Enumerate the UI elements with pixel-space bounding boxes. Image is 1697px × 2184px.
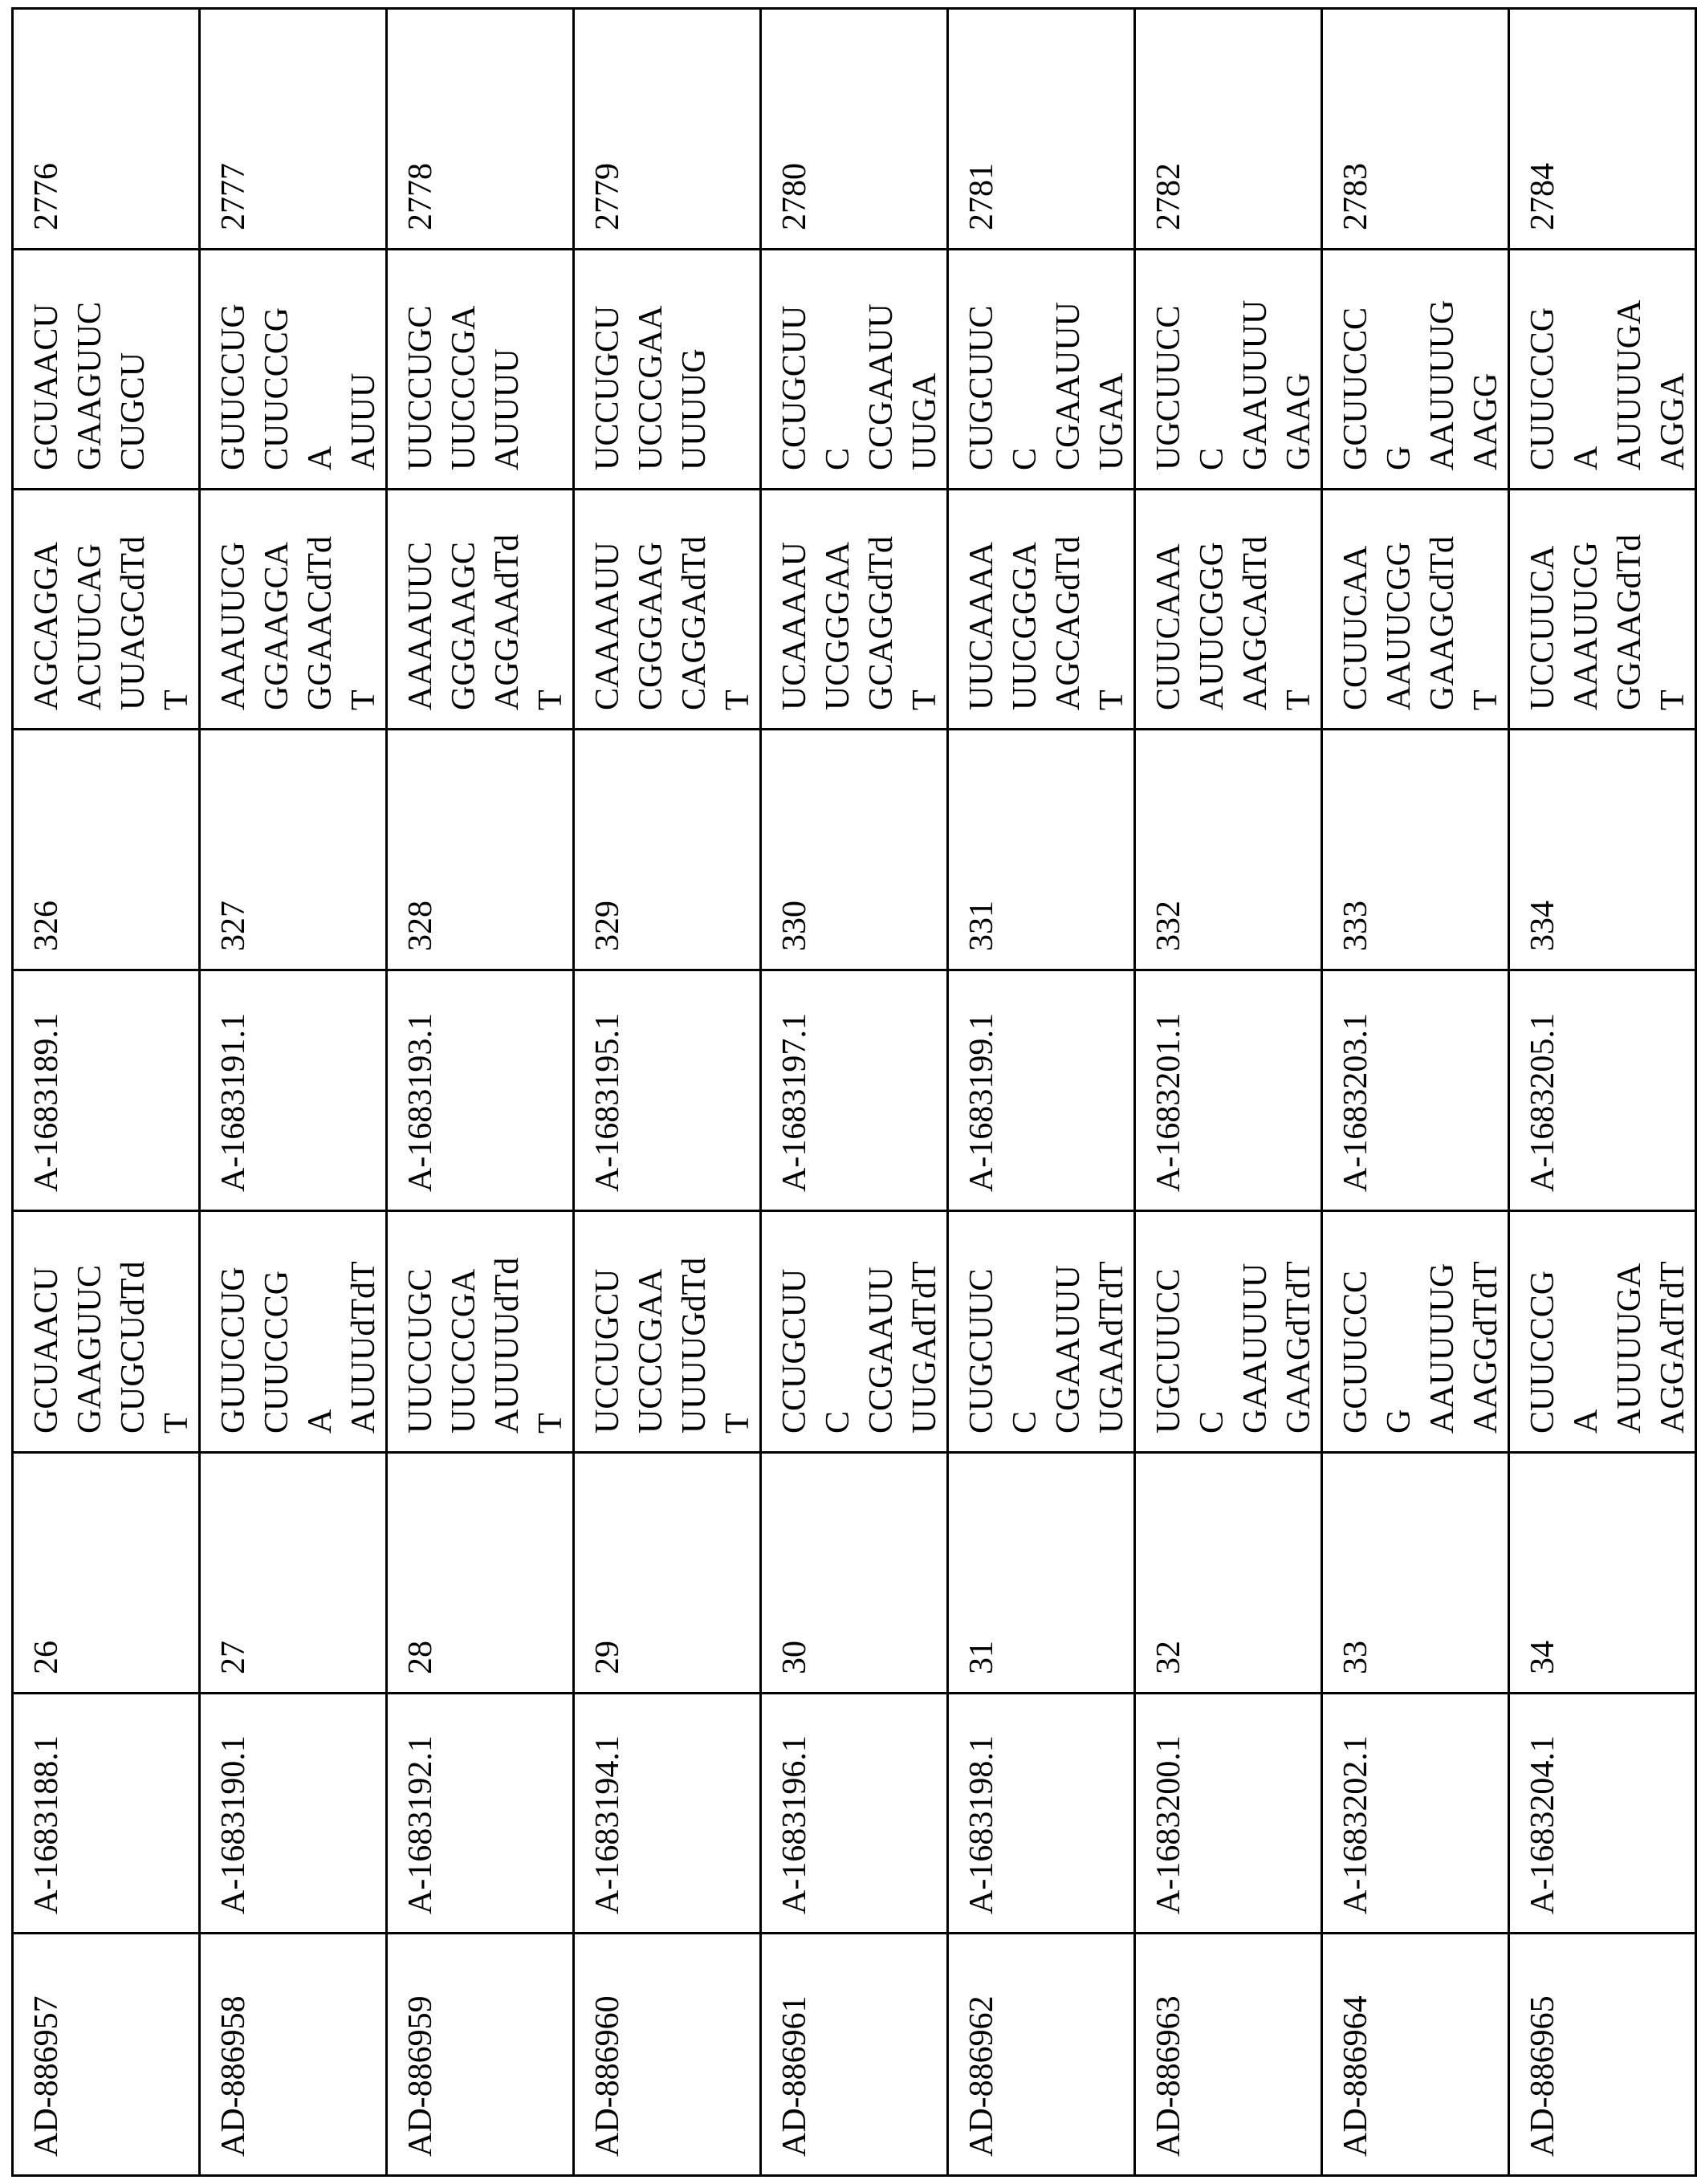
sequence-line: AUUUUdTd bbox=[486, 1252, 529, 1434]
sequence-line: AUUUU bbox=[486, 291, 529, 470]
sequence-line: CUUCCCGA bbox=[1521, 1252, 1608, 1434]
sequence-line: T bbox=[1651, 531, 1695, 710]
sequence-line: AUUUUGA bbox=[1608, 291, 1651, 470]
sequence-line: UCCUGCU bbox=[586, 291, 629, 470]
sense-sequence-cell bbox=[13, 1211, 200, 1453]
antisense-sequence-cell bbox=[387, 490, 574, 730]
target-sequence-cell bbox=[948, 250, 1135, 490]
table-row bbox=[387, 9, 574, 2176]
table-row bbox=[948, 9, 1135, 2176]
table-row bbox=[200, 9, 387, 2176]
target-seq-id-cell: 2782 bbox=[1135, 9, 1322, 250]
sense-id-cell: A-1683198.1 bbox=[948, 1694, 1135, 1934]
sequence-line: AAAUUCG bbox=[212, 531, 255, 710]
target-sequence-cell bbox=[761, 250, 948, 490]
sequence-line: UGCUUCCC bbox=[1147, 1252, 1234, 1434]
duplex-id-cell: AD-886959 bbox=[387, 1934, 574, 2176]
sequence-line: T bbox=[1090, 531, 1133, 710]
sequence-line: UGCUUCCC bbox=[1147, 291, 1234, 470]
antisense-seq-id-cell: 332 bbox=[1135, 730, 1322, 970]
sense-id-cell: A-1683196.1 bbox=[761, 1694, 948, 1934]
sequence-line: AUUUUGA bbox=[1608, 1252, 1651, 1434]
sequence-line: CCGAAUU bbox=[860, 291, 903, 470]
sense-sequence-cell bbox=[574, 1211, 761, 1453]
sequence-line: AAUUUUG bbox=[1421, 291, 1464, 470]
target-sequence-cell bbox=[1509, 250, 1696, 490]
target-sequence-cell bbox=[200, 250, 387, 490]
sequence-line: GAAGCdTd bbox=[1421, 531, 1464, 710]
sequence-line: CCUGCUUC bbox=[773, 1252, 860, 1434]
target-seq-id-cell: 2777 bbox=[200, 9, 387, 250]
sense-seq-id-cell: 28 bbox=[387, 1453, 574, 1694]
rotated-table-container bbox=[11, 10, 1544, 2177]
sequence-line: CUUCCCGA bbox=[255, 1252, 342, 1434]
antisense-sequence-cell bbox=[574, 490, 761, 730]
table-row bbox=[13, 9, 200, 2176]
target-seq-id-cell: 2779 bbox=[574, 9, 761, 250]
antisense-id-cell: A-1683189.1 bbox=[13, 970, 200, 1211]
sequence-line: GGGAAGC bbox=[442, 531, 486, 710]
sequence-line: GGAAGCA bbox=[255, 531, 299, 710]
sequence-line: UCCUGCU bbox=[586, 1252, 629, 1434]
antisense-sequence-cell bbox=[948, 490, 1135, 730]
sense-id-cell: A-1683194.1 bbox=[574, 1694, 761, 1934]
duplex-id-cell: AD-886963 bbox=[1135, 1934, 1322, 2176]
sequence-line: AGCAGdTd bbox=[1047, 531, 1090, 710]
sequence-line: UCCCGAA bbox=[629, 291, 673, 470]
sequence-line: UUUUGdTd bbox=[673, 1252, 716, 1434]
sequence-line: CCUUCAA bbox=[1334, 531, 1378, 710]
sense-id-cell: A-1683202.1 bbox=[1322, 1694, 1509, 1934]
sequence-line: T bbox=[155, 531, 198, 710]
sequence-line: CUGCUUCC bbox=[960, 1252, 1047, 1434]
antisense-id-cell: A-1683205.1 bbox=[1509, 970, 1696, 1211]
sequence-line: T bbox=[1277, 531, 1321, 710]
sense-id-cell: A-1683188.1 bbox=[13, 1694, 200, 1934]
sense-sequence-cell bbox=[200, 1211, 387, 1453]
sequence-line: CUGCUdTd bbox=[112, 1252, 155, 1434]
antisense-seq-id-cell: 328 bbox=[387, 730, 574, 970]
sequence-line: GAAGUUC bbox=[68, 1252, 112, 1434]
sequence-line: AUUU bbox=[342, 291, 385, 470]
sequence-line: GCUAACU bbox=[25, 291, 68, 470]
table-row bbox=[1135, 9, 1322, 2176]
sequence-line: UUUUG bbox=[673, 291, 716, 470]
sequence-line: AGGAdTdT bbox=[1651, 1252, 1695, 1434]
sequence-line: UUGAdTdT bbox=[903, 1252, 946, 1434]
sequence-line: AAAUUCG bbox=[1565, 531, 1608, 710]
target-sequence-cell bbox=[1322, 250, 1509, 490]
antisense-id-cell: A-1683195.1 bbox=[574, 970, 761, 1211]
target-sequence-cell bbox=[1135, 250, 1322, 490]
sequence-line: ACUUCAG bbox=[68, 531, 112, 710]
sequence-line: UCGGGAA bbox=[816, 531, 860, 710]
sense-id-cell: A-1683192.1 bbox=[387, 1694, 574, 1934]
sequence-line: T bbox=[529, 1252, 572, 1434]
antisense-id-cell: A-1683191.1 bbox=[200, 970, 387, 1211]
antisense-id-cell: A-1683197.1 bbox=[761, 970, 948, 1211]
antisense-sequence-cell bbox=[200, 490, 387, 730]
sequence-line: AGGA bbox=[1651, 291, 1695, 470]
sequence-line: UGAA bbox=[1090, 291, 1133, 470]
sequence-line: GAAGdTdT bbox=[1277, 1252, 1321, 1434]
sense-sequence-cell bbox=[948, 1211, 1135, 1453]
sequence-line: T bbox=[1464, 531, 1508, 710]
sense-seq-id-cell: 31 bbox=[948, 1453, 1135, 1694]
sequence-line: UUCCUGC bbox=[399, 291, 442, 470]
sequence-line: AAGG bbox=[1464, 291, 1508, 470]
target-seq-id-cell: 2780 bbox=[761, 9, 948, 250]
sense-sequence-cell bbox=[1322, 1211, 1509, 1453]
sequence-line: T bbox=[342, 531, 385, 710]
sequence-line: GCAGGdTd bbox=[860, 531, 903, 710]
antisense-seq-id-cell: 330 bbox=[761, 730, 948, 970]
sequence-line: UUCGGGA bbox=[1003, 531, 1047, 710]
duplex-id-cell: AD-886958 bbox=[200, 1934, 387, 2176]
duplex-id-cell: AD-886961 bbox=[761, 1934, 948, 2176]
sequence-line: AUUCGGG bbox=[1190, 531, 1234, 710]
duplex-id-cell: AD-886960 bbox=[574, 1934, 761, 2176]
sequence-line: CUGCUUCC bbox=[960, 291, 1047, 470]
sequence-line: UUCCCGA bbox=[442, 291, 486, 470]
sequence-line: AGCAGGA bbox=[25, 531, 68, 710]
sense-seq-id-cell: 34 bbox=[1509, 1453, 1696, 1694]
antisense-sequence-cell bbox=[1135, 490, 1322, 730]
antisense-sequence-cell bbox=[13, 490, 200, 730]
sequence-line: CUUCAAA bbox=[1147, 531, 1190, 710]
sequence-line: CUUCCCGA bbox=[255, 291, 342, 470]
sequence-line: GAAGUUC bbox=[68, 291, 112, 470]
antisense-id-cell: A-1683201.1 bbox=[1135, 970, 1322, 1211]
antisense-id-cell: A-1683193.1 bbox=[387, 970, 574, 1211]
antisense-seq-id-cell: 333 bbox=[1322, 730, 1509, 970]
antisense-id-cell: A-1683199.1 bbox=[948, 970, 1135, 1211]
sequence-line: CCUGCUUC bbox=[773, 291, 860, 470]
sequence-line: AGGAAdTd bbox=[486, 531, 529, 710]
sense-sequence-cell bbox=[1135, 1211, 1322, 1453]
sequence-line: GUUCCUG bbox=[212, 1252, 255, 1434]
sequence-line: AAGGdTdT bbox=[1464, 1252, 1508, 1434]
antisense-seq-id-cell: 334 bbox=[1509, 730, 1696, 970]
sequence-line: T bbox=[529, 531, 572, 710]
sequence-line: CAAAAUU bbox=[586, 531, 629, 710]
sequence-line: UUGA bbox=[903, 291, 946, 470]
target-seq-id-cell: 2783 bbox=[1322, 9, 1509, 250]
sequence-line: GGAAGdTd bbox=[1608, 531, 1651, 710]
sequence-line: UCCUUCA bbox=[1521, 531, 1565, 710]
antisense-sequence-cell bbox=[1509, 490, 1696, 730]
sequence-line: T bbox=[903, 531, 946, 710]
antisense-seq-id-cell: 327 bbox=[200, 730, 387, 970]
sequence-line: CGGGAAG bbox=[629, 531, 673, 710]
sense-sequence-cell bbox=[387, 1211, 574, 1453]
sequence-line: CAGGAdTd bbox=[673, 531, 716, 710]
target-seq-id-cell: 2784 bbox=[1509, 9, 1696, 250]
sequence-line: GAAUUUU bbox=[1234, 291, 1277, 470]
sequence-line: AAUUCGG bbox=[1378, 531, 1421, 710]
sense-sequence-cell bbox=[1509, 1211, 1696, 1453]
sense-id-cell: A-1683190.1 bbox=[200, 1694, 387, 1934]
duplex-id-cell: AD-886964 bbox=[1322, 1934, 1509, 2176]
antisense-seq-id-cell: 331 bbox=[948, 730, 1135, 970]
sequence-line: GCUUCCCG bbox=[1334, 291, 1421, 470]
sequence-line: GUUCCUG bbox=[212, 291, 255, 470]
sequence-line: UUCCUGC bbox=[399, 1252, 442, 1434]
sequence-line: UUCAAAA bbox=[960, 531, 1003, 710]
sense-seq-id-cell: 32 bbox=[1135, 1453, 1322, 1694]
target-sequence-cell bbox=[574, 250, 761, 490]
antisense-sequence-cell bbox=[1322, 490, 1509, 730]
target-seq-id-cell: 2776 bbox=[13, 9, 200, 250]
sequence-line: T bbox=[716, 531, 759, 710]
sequence-line: CUGCU bbox=[112, 291, 155, 470]
sequence-line: CGAAUUU bbox=[1047, 291, 1090, 470]
table-row bbox=[574, 9, 761, 2176]
antisense-sequence-cell bbox=[761, 490, 948, 730]
table-body bbox=[13, 9, 1696, 2176]
sequence-line: AAAAUUC bbox=[399, 531, 442, 710]
sense-seq-id-cell: 30 bbox=[761, 1453, 948, 1694]
sequence-line: T bbox=[716, 1252, 759, 1434]
sequence-line: AAUUUUG bbox=[1421, 1252, 1464, 1434]
sense-seq-id-cell: 33 bbox=[1322, 1453, 1509, 1694]
duplex-id-cell: AD-886965 bbox=[1509, 1934, 1696, 2176]
sequence-line: AAGCAdTd bbox=[1234, 531, 1277, 710]
sequence-line: GGAACdTd bbox=[299, 531, 342, 710]
sense-id-cell: A-1683204.1 bbox=[1509, 1694, 1696, 1934]
antisense-id-cell: A-1683203.1 bbox=[1322, 970, 1509, 1211]
sequence-line: GCUAACU bbox=[25, 1252, 68, 1434]
sequence-line: UUAGCdTd bbox=[112, 531, 155, 710]
antisense-seq-id-cell: 329 bbox=[574, 730, 761, 970]
sequence-line: UUCCCGA bbox=[442, 1252, 486, 1434]
sequence-line: CGAAUUU bbox=[1047, 1252, 1090, 1434]
sequence-line: AUUUdTdT bbox=[342, 1252, 385, 1434]
sense-seq-id-cell: 27 bbox=[200, 1453, 387, 1694]
sirna-duplex-table bbox=[11, 7, 1697, 2177]
sequence-line: GCUUCCCG bbox=[1334, 1252, 1421, 1434]
sequence-line: T bbox=[155, 1252, 198, 1434]
duplex-id-cell: AD-886957 bbox=[13, 1934, 200, 2176]
sequence-line: GAAUUUU bbox=[1234, 1252, 1277, 1434]
duplex-id-cell: AD-886962 bbox=[948, 1934, 1135, 2176]
sequence-line: CUUCCCGA bbox=[1521, 291, 1608, 470]
sense-seq-id-cell: 26 bbox=[13, 1453, 200, 1694]
sense-sequence-cell bbox=[761, 1211, 948, 1453]
sequence-line: UGAAdTdT bbox=[1090, 1252, 1133, 1434]
table-row bbox=[761, 9, 948, 2176]
sense-seq-id-cell: 29 bbox=[574, 1453, 761, 1694]
target-sequence-cell bbox=[13, 250, 200, 490]
antisense-seq-id-cell: 326 bbox=[13, 730, 200, 970]
table-row bbox=[1509, 9, 1696, 2176]
sequence-line: UCCCGAA bbox=[629, 1252, 673, 1434]
table-row bbox=[1322, 9, 1509, 2176]
sequence-line: CCGAAUU bbox=[860, 1252, 903, 1434]
sequence-line: GAAG bbox=[1277, 291, 1321, 470]
target-seq-id-cell: 2781 bbox=[948, 9, 1135, 250]
target-sequence-cell bbox=[387, 250, 574, 490]
sense-id-cell: A-1683200.1 bbox=[1135, 1694, 1322, 1934]
sequence-line: UCAAAAU bbox=[773, 531, 816, 710]
target-seq-id-cell: 2778 bbox=[387, 9, 574, 250]
